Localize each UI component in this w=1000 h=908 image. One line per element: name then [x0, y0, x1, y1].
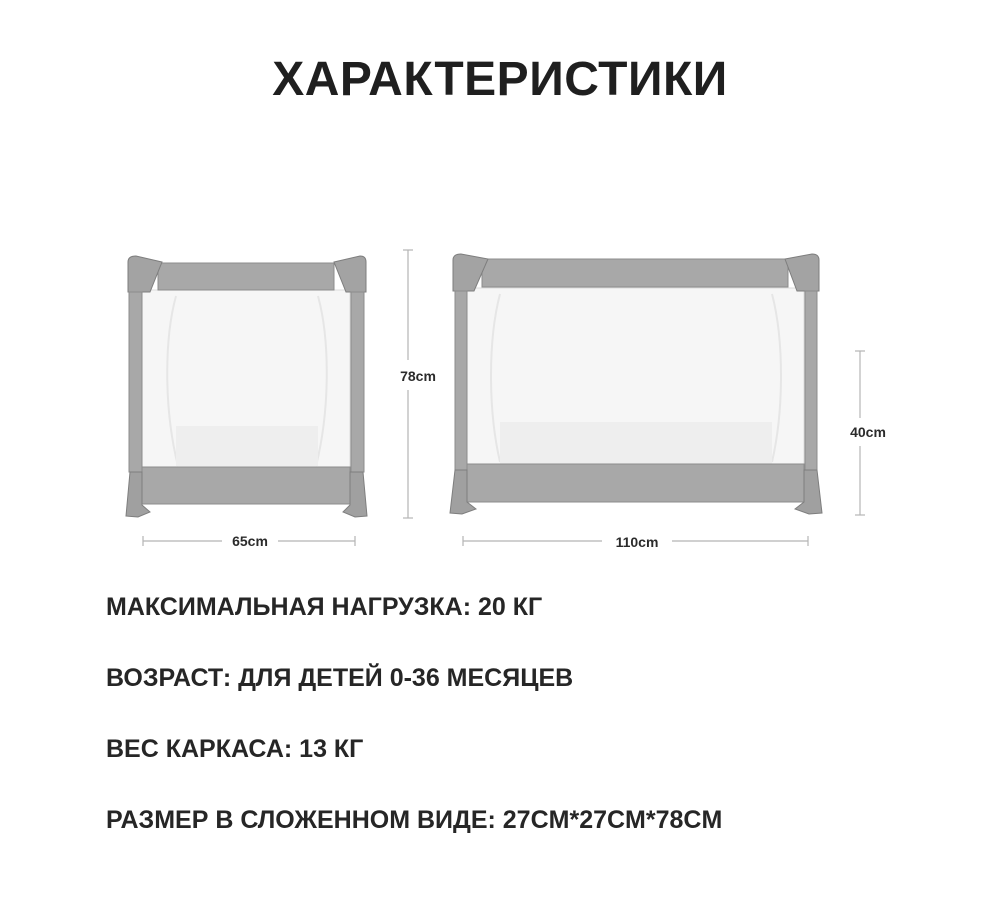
large-crib-corner-right	[785, 254, 819, 291]
large-crib-mattress	[500, 422, 772, 464]
width-65-label: 65cm	[232, 533, 268, 549]
small-crib-illustration	[126, 256, 367, 517]
spec-age: ВОЗРАСТ: ДЛЯ ДЕТЕЙ 0-36 МЕСЯЦЕВ	[106, 664, 574, 692]
spec-frame-weight: ВЕС КАРКАСА: 13 КГ	[106, 735, 364, 763]
width-110-label: 110cm	[615, 534, 659, 550]
large-crib-post-left	[455, 291, 467, 471]
height-40-label: 40cm	[850, 424, 886, 440]
small-crib-corner-left	[128, 256, 162, 292]
large-crib-illustration	[450, 254, 822, 514]
spec-folded-size: РАЗМЕР В СЛОЖЕННОМ ВИДЕ: 27CM*27CM*78CM	[106, 806, 723, 834]
small-crib-post-left	[129, 292, 142, 472]
small-crib-post-right	[351, 292, 364, 472]
small-crib-bottom-rail	[142, 467, 350, 504]
small-crib-corner-right	[334, 256, 366, 292]
large-crib-top-rail	[482, 259, 788, 287]
small-crib-top-rail	[158, 263, 334, 290]
small-crib-mattress	[176, 426, 318, 466]
page-title: ХАРАКТЕРИСТИКИ	[272, 53, 728, 106]
large-crib-bottom-rail	[467, 464, 804, 502]
large-crib-post-right	[805, 291, 817, 471]
height-78-label: 78cm	[400, 368, 436, 384]
spec-max-load: МАКСИМАЛЬНАЯ НАГРУЗКА: 20 КГ	[106, 593, 543, 621]
